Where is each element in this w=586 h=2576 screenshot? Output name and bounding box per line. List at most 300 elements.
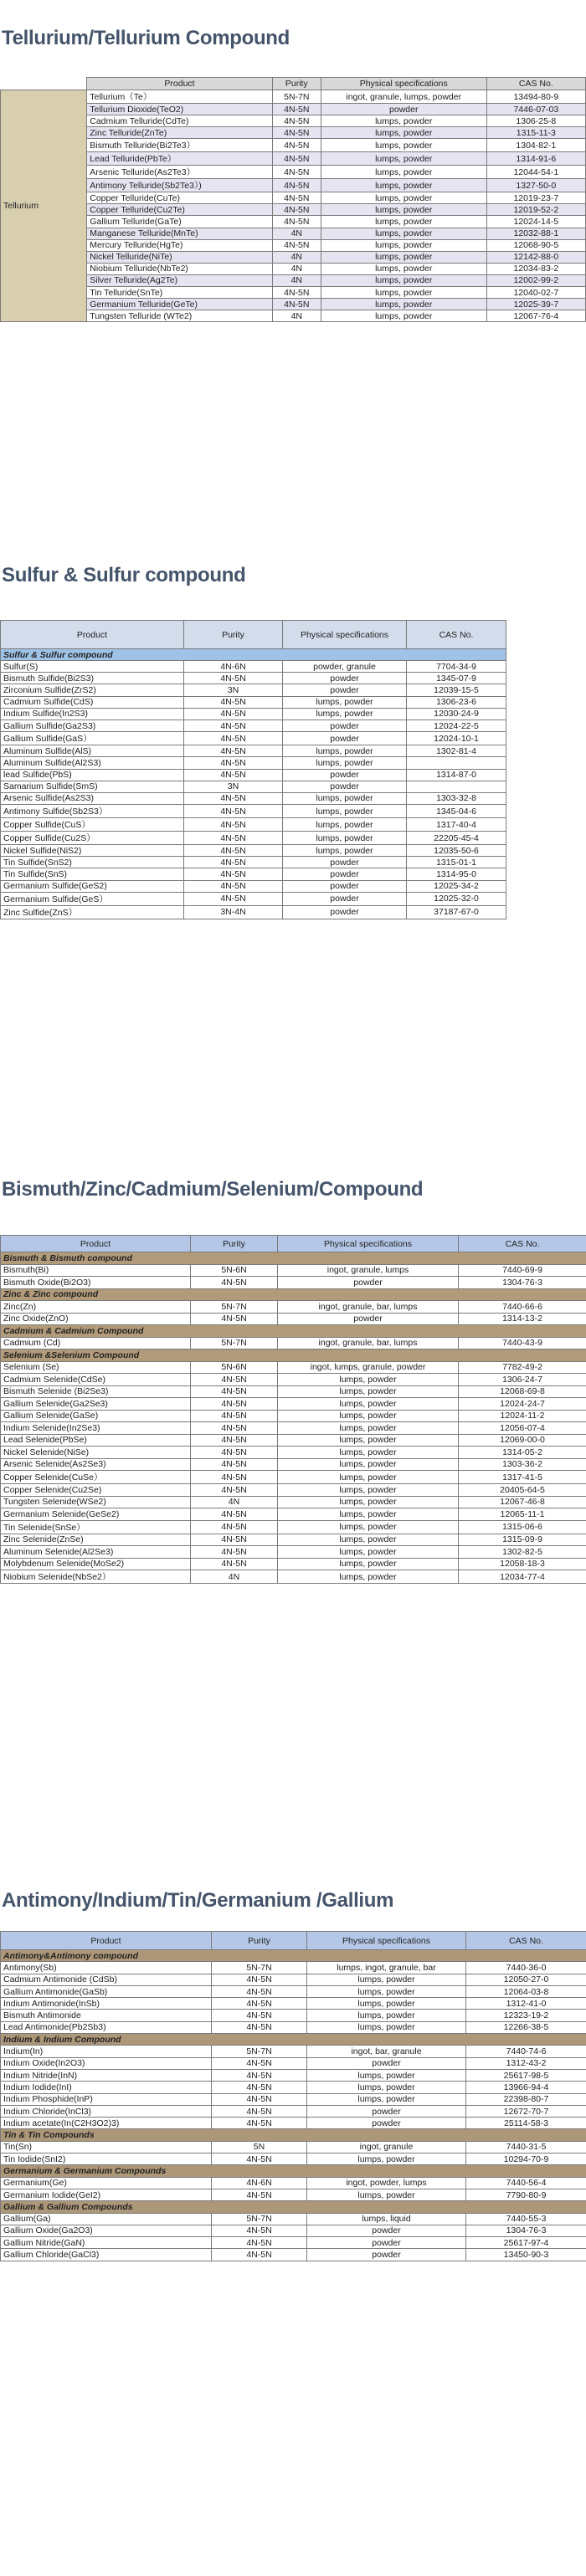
cas-cell: 12024-10-1 bbox=[407, 732, 506, 745]
product-cell: Bismuth Antimonide bbox=[1, 2010, 212, 2021]
purity-cell: 4N-5N bbox=[272, 299, 321, 310]
product-cell: Nickel Sulfide(NiS2) bbox=[1, 845, 184, 857]
product-cell: Arsenic Sulfide(As2S3) bbox=[1, 792, 184, 804]
cas-cell: 12069-00-0 bbox=[459, 1434, 586, 1447]
category-label: Selenium &Selenium Compound bbox=[1, 1349, 586, 1362]
table-row bbox=[1, 684, 506, 696]
cas-cell: 12266-38-5 bbox=[466, 2021, 586, 2033]
table-row bbox=[1, 1985, 586, 1997]
purity-cell: 4N-5N bbox=[212, 2021, 307, 2033]
purity-cell: 4N bbox=[191, 1570, 278, 1584]
header-purity: Purity bbox=[272, 78, 321, 90]
purity-cell: 5N-7N bbox=[212, 2213, 307, 2225]
purity-cell: 4N-5N bbox=[212, 1985, 307, 1997]
specs-cell: powder bbox=[307, 2057, 466, 2069]
purity-cell: 4N-5N bbox=[191, 1484, 278, 1497]
purity-cell: 4N-5N bbox=[184, 696, 283, 708]
cas-cell: 7440-31-5 bbox=[466, 2141, 586, 2153]
table-row bbox=[1, 2105, 586, 2117]
sulfur-table bbox=[0, 620, 506, 919]
purity-cell: 4N-5N bbox=[212, 2249, 307, 2261]
product-cell: Germanium Iodide(GeI2) bbox=[1, 2189, 212, 2200]
product-cell: Bismuth(Bi) bbox=[1, 1264, 191, 1277]
purity-cell: 5N-7N bbox=[191, 1337, 278, 1349]
specs-cell: lumps, powder bbox=[321, 127, 486, 139]
purity-cell: 4N-5N bbox=[212, 2237, 307, 2249]
product-cell: Gallium Selenide(Ga2Se3) bbox=[1, 1398, 191, 1411]
table-row bbox=[1, 216, 586, 228]
product-cell: Aluminum Selenide(Al2Se3) bbox=[1, 1546, 191, 1559]
cas-cell: 1315-09-9 bbox=[459, 1534, 586, 1546]
specs-cell: lumps, powder bbox=[278, 1484, 459, 1497]
purity-cell: 4N-5N bbox=[212, 2069, 307, 2081]
cas-cell: 1304-76-3 bbox=[466, 2225, 586, 2236]
category-label: Indium & Indium Compound bbox=[1, 2034, 586, 2046]
product-cell: Germanium Selenide(GeSe2) bbox=[1, 1508, 191, 1521]
purity-cell: 4N-5N bbox=[272, 179, 321, 192]
cas-cell: 1312-41-0 bbox=[466, 1998, 586, 2010]
product-cell: Tin Telluride(SnTe) bbox=[87, 287, 273, 299]
purity-cell: 4N-5N bbox=[212, 2010, 307, 2021]
cas-cell: 1306-23-6 bbox=[407, 696, 506, 708]
table-row bbox=[1, 1962, 586, 1974]
table-row bbox=[1, 2177, 586, 2189]
cas-cell: 12058-18-3 bbox=[459, 1558, 586, 1570]
table-row bbox=[1, 115, 586, 127]
specs-cell: lumps, powder bbox=[321, 310, 486, 322]
table-row bbox=[1, 2153, 586, 2165]
table-row bbox=[1, 1361, 586, 1374]
cas-cell: 25114-58-3 bbox=[466, 2118, 586, 2129]
product-cell: Germanium Sulfide(GeS2) bbox=[1, 880, 184, 892]
purity-cell: 4N-5N bbox=[212, 2225, 307, 2236]
specs-cell: lumps, powder bbox=[278, 1434, 459, 1447]
cas-cell: 1306-25-8 bbox=[486, 115, 585, 127]
cas-cell: 13494-80-9 bbox=[486, 90, 585, 104]
cas-cell: 12019-52-2 bbox=[486, 204, 585, 216]
specs-cell: lumps, powder bbox=[307, 2189, 466, 2200]
specs-cell: lumps, powder bbox=[283, 792, 407, 804]
table-row bbox=[1, 1277, 586, 1289]
specs-cell: lumps, powder bbox=[307, 2010, 466, 2021]
purity-cell: 4N-5N bbox=[184, 805, 283, 818]
specs-cell: powder bbox=[307, 2105, 466, 2117]
cas-cell: 1303-32-8 bbox=[407, 792, 506, 804]
table-row bbox=[1, 1385, 586, 1398]
section-title: Sulfur & Sulfur compound bbox=[2, 564, 246, 586]
cas-cell: 1345-04-6 bbox=[407, 805, 506, 818]
purity-cell: 4N-5N bbox=[184, 745, 283, 757]
specs-cell: powder bbox=[278, 1277, 459, 1289]
product-cell: Tellurium Dioxide(TeO2) bbox=[87, 104, 273, 115]
cas-cell: 12068-69-8 bbox=[459, 1385, 586, 1398]
purity-cell: 5N-7N bbox=[191, 1301, 278, 1314]
cas-cell: 7704-34-9 bbox=[407, 661, 506, 673]
cas-cell: 12040-02-7 bbox=[486, 287, 585, 299]
table-row bbox=[1, 2093, 586, 2105]
purity-cell: 4N-5N bbox=[184, 673, 283, 684]
purity-cell: 4N bbox=[272, 251, 321, 263]
cas-cell: 12002-99-2 bbox=[486, 274, 585, 286]
product-cell: Zinc Selenide(ZnSe) bbox=[1, 1534, 191, 1546]
purity-cell: 4N bbox=[272, 310, 321, 322]
table-row bbox=[1, 1422, 586, 1435]
section-title: Tellurium/Tellurium Compound bbox=[2, 27, 290, 49]
purity-cell: 4N-5N bbox=[272, 139, 321, 152]
table-row bbox=[1, 2225, 586, 2236]
specs-cell: powder bbox=[307, 2118, 466, 2129]
table-row bbox=[1, 720, 506, 731]
product-cell: Indium Selenide(In2Se3) bbox=[1, 1422, 191, 1435]
cas-cell: 1345-07-9 bbox=[407, 673, 506, 684]
product-cell: Gallium Chloride(GaCl3) bbox=[1, 2249, 212, 2261]
table-row bbox=[1, 166, 586, 179]
table-row bbox=[1, 1374, 586, 1386]
purity-cell: 4N-5N bbox=[184, 845, 283, 857]
specs-cell: lumps, powder bbox=[283, 805, 407, 818]
table-row bbox=[1, 2010, 586, 2021]
product-cell: Tin Sulfide(SnS2) bbox=[1, 857, 184, 868]
table-row bbox=[1, 1301, 586, 1314]
purity-cell: 4N-5N bbox=[191, 1374, 278, 1386]
purity-cell: 4N-5N bbox=[212, 2118, 307, 2129]
product-cell: Cadmium Selenide(CdSe) bbox=[1, 1374, 191, 1386]
table-row bbox=[1, 152, 586, 166]
purity-cell: 4N-5N bbox=[272, 287, 321, 299]
purity-cell: 4N-5N bbox=[191, 1458, 278, 1471]
cas-cell: 12323-19-2 bbox=[466, 2010, 586, 2021]
specs-cell: lumps, powder bbox=[278, 1471, 459, 1484]
purity-cell: 4N-5N bbox=[272, 104, 321, 115]
table-row bbox=[1, 818, 506, 832]
table-row bbox=[1, 1520, 586, 1534]
product-cell: Copper Sulfide(Cu2S） bbox=[1, 832, 184, 845]
specs-cell: lumps, ingot, granule, bar bbox=[307, 1962, 466, 1974]
product-cell: Tin Sulfide(SnS) bbox=[1, 868, 184, 880]
table-row bbox=[1, 287, 586, 299]
category-row bbox=[1, 1325, 586, 1338]
product-cell: Zinc Sulfide(ZnS） bbox=[1, 905, 184, 919]
cas-cell: 1302-81-4 bbox=[407, 745, 506, 757]
section-title: Bismuth/Zinc/Cadmium/Selenium/Compound bbox=[2, 1178, 424, 1201]
product-cell: Indium Nitride(InN) bbox=[1, 2069, 212, 2081]
table-row bbox=[1, 2082, 586, 2093]
product-cell: Selenium (Se) bbox=[1, 1361, 191, 1374]
cas-cell: 7440-69-9 bbox=[459, 1264, 586, 1277]
specs-cell: powder bbox=[321, 104, 486, 115]
cas-cell: 37187-67-0 bbox=[407, 905, 506, 919]
purity-cell: 4N-5N bbox=[191, 1534, 278, 1546]
purity-cell: 4N-5N bbox=[191, 1558, 278, 1570]
specs-cell: ingot, granule, lumps bbox=[278, 1264, 459, 1277]
purity-cell: 4N-6N bbox=[184, 661, 283, 673]
category-row bbox=[1, 1950, 586, 1962]
table-row bbox=[1, 104, 586, 115]
product-cell: Arsenic Telluride(As2Te3） bbox=[87, 166, 273, 179]
purity-cell: 5N-7N bbox=[272, 90, 321, 104]
specs-cell: powder bbox=[283, 684, 407, 696]
product-cell: Gallium Nitride(GaN) bbox=[1, 2237, 212, 2249]
purity-cell: 4N-5N bbox=[191, 1385, 278, 1398]
table-row bbox=[1, 90, 586, 104]
specs-cell: lumps, powder bbox=[278, 1570, 459, 1584]
specs-cell: lumps, powder bbox=[321, 179, 486, 192]
table-row bbox=[1, 757, 506, 769]
product-cell: Cadmium Sulfide(CdS) bbox=[1, 696, 184, 708]
header-purity: Purity bbox=[191, 1236, 278, 1252]
purity-cell: 4N-5N bbox=[212, 2082, 307, 2093]
product-cell: Lead Telluride(PbTe） bbox=[87, 152, 273, 166]
purity-cell: 4N-5N bbox=[272, 127, 321, 139]
header-purity: Purity bbox=[184, 621, 283, 649]
purity-cell: 4N-5N bbox=[191, 1277, 278, 1289]
table-row bbox=[1, 1447, 586, 1459]
table-row bbox=[1, 192, 586, 204]
product-cell: Zirconium Sulfide(ZrS2) bbox=[1, 684, 184, 696]
header-purity: Purity bbox=[212, 1932, 307, 1950]
specs-cell: lumps, powder bbox=[278, 1398, 459, 1411]
product-cell: Germanium Telluride(GeTe) bbox=[87, 299, 273, 310]
table-header-row bbox=[1, 621, 506, 649]
purity-cell: 4N-5N bbox=[184, 769, 283, 781]
specs-cell: powder bbox=[307, 2249, 466, 2261]
specs-cell: powder bbox=[283, 905, 407, 919]
table-row bbox=[1, 1337, 586, 1349]
specs-cell: ingot, granule, bar, lumps bbox=[278, 1301, 459, 1314]
specs-cell: powder bbox=[283, 868, 407, 880]
specs-cell: lumps, powder bbox=[321, 152, 486, 166]
table-row bbox=[1, 1558, 586, 1570]
specs-cell: lumps, powder bbox=[278, 1558, 459, 1570]
specs-cell: lumps, powder bbox=[307, 1998, 466, 2010]
table-row bbox=[1, 880, 506, 892]
specs-cell: lumps, powder bbox=[283, 845, 407, 857]
specs-cell: lumps, powder bbox=[307, 2082, 466, 2093]
category-label: Tin & Tin Compounds bbox=[1, 2129, 586, 2141]
cas-cell: 12024-11-2 bbox=[459, 1410, 586, 1422]
purity-cell: 4N-5N bbox=[184, 732, 283, 745]
product-cell: Gallium Telluride(GaTe) bbox=[87, 216, 273, 228]
cas-cell: 12056-07-4 bbox=[459, 1422, 586, 1435]
table-row bbox=[1, 708, 506, 720]
purity-cell: 4N-5N bbox=[184, 818, 283, 832]
purity-cell: 5N-7N bbox=[212, 1962, 307, 1974]
table-row bbox=[1, 2057, 586, 2069]
header-cas-no: CAS No. bbox=[407, 621, 506, 649]
cas-cell: 7790-80-9 bbox=[466, 2189, 586, 2200]
specs-cell: lumps, powder bbox=[307, 1985, 466, 1997]
table-row bbox=[1, 1410, 586, 1422]
specs-cell: ingot, lumps, granule, powder bbox=[278, 1361, 459, 1374]
product-cell: Indium Chloride(InCl3) bbox=[1, 2105, 212, 2117]
category-label: Zinc & Zinc compound bbox=[1, 1288, 586, 1301]
table-row bbox=[1, 781, 506, 792]
purity-cell: 3N-4N bbox=[184, 905, 283, 919]
cas-cell: 1315-11-3 bbox=[486, 127, 585, 139]
cas-cell: 1303-36-2 bbox=[459, 1458, 586, 1471]
purity-cell: 4N-5N bbox=[191, 1422, 278, 1435]
product-cell: Tungsten Telluride (WTe2) bbox=[87, 310, 273, 322]
product-cell: Mercury Telluride(HgTe) bbox=[87, 239, 273, 251]
table-row bbox=[1, 769, 506, 781]
cas-cell: 12034-77-4 bbox=[459, 1570, 586, 1584]
product-cell: Copper Telluride(Cu2Te) bbox=[87, 204, 273, 216]
category-label: Cadmium & Cadmium Compound bbox=[1, 1325, 586, 1338]
specs-cell: lumps, powder bbox=[278, 1546, 459, 1559]
cas-cell: 12044-54-1 bbox=[486, 166, 585, 179]
purity-cell: 4N-5N bbox=[191, 1398, 278, 1411]
product-cell: Bismuth Telluride(Bi2Te3） bbox=[87, 139, 273, 152]
purity-cell: 4N-5N bbox=[191, 1434, 278, 1447]
cas-cell: 7446-07-03 bbox=[486, 104, 585, 115]
product-cell: Lead Antimonide(Pb2Sb3) bbox=[1, 2021, 212, 2033]
cas-cell: 10294-70-9 bbox=[466, 2153, 586, 2165]
purity-cell: 4N-5N bbox=[272, 152, 321, 166]
purity-cell: 4N bbox=[272, 263, 321, 274]
cas-cell: 1312-43-2 bbox=[466, 2057, 586, 2069]
cas-cell: 1314-95-0 bbox=[407, 868, 506, 880]
table-row bbox=[1, 857, 506, 868]
product-cell: Aluminum Sulfide(Al2S3) bbox=[1, 757, 184, 769]
product-cell: Indium Phosphide(InP) bbox=[1, 2093, 212, 2105]
product-cell: Sulfur(S) bbox=[1, 661, 184, 673]
product-cell: Niobium Selenide(NbSe2） bbox=[1, 1570, 191, 1584]
product-cell: Tin(Sn) bbox=[1, 2141, 212, 2153]
specs-cell: powder bbox=[283, 857, 407, 868]
product-cell: Bismuth Selenide (Bi2Se3) bbox=[1, 1385, 191, 1398]
cas-cell: 1304-76-3 bbox=[459, 1277, 586, 1289]
product-cell: Gallium(Ga) bbox=[1, 2213, 212, 2225]
cas-cell: 12025-32-0 bbox=[407, 892, 506, 905]
table-row bbox=[1, 310, 586, 322]
header-cas-no: CAS No. bbox=[486, 78, 585, 90]
specs-cell: lumps, powder bbox=[321, 263, 486, 274]
product-cell: Indium acetate(In(C2H3O2)3) bbox=[1, 2118, 212, 2129]
purity-cell: 4N-5N bbox=[184, 757, 283, 769]
specs-cell: lumps, powder bbox=[321, 228, 486, 239]
product-cell: Silver Telluride(Ag2Te) bbox=[87, 274, 273, 286]
table-row bbox=[1, 1264, 586, 1277]
specs-cell: lumps, powder bbox=[321, 115, 486, 127]
product-cell: Tin Selenide(SnSe） bbox=[1, 1520, 191, 1534]
purity-cell: 4N-5N bbox=[191, 1447, 278, 1459]
category-label: Antimony&Antimony compound bbox=[1, 1950, 586, 1962]
product-cell: Indium(In) bbox=[1, 2046, 212, 2057]
table-row bbox=[1, 2249, 586, 2261]
product-cell: Gallium Sulfide(GaS） bbox=[1, 732, 184, 745]
product-cell: Germanium Sulfide(GeS） bbox=[1, 892, 184, 905]
specs-cell: lumps, powder bbox=[283, 708, 407, 720]
specs-cell: lumps, powder bbox=[321, 287, 486, 299]
table-row bbox=[1, 239, 586, 251]
table-row bbox=[1, 2118, 586, 2129]
table-header-row bbox=[1, 78, 586, 90]
product-cell: Gallium Antimonide(GaSb) bbox=[1, 1985, 212, 1997]
table-row bbox=[1, 745, 506, 757]
product-cell: Arsenic Selenide(As2Se3) bbox=[1, 1458, 191, 1471]
header-product: Product bbox=[87, 78, 273, 90]
cas-cell: 12034-83-2 bbox=[486, 263, 585, 274]
specs-cell: lumps, powder bbox=[278, 1374, 459, 1386]
cas-cell: 7440-43-9 bbox=[459, 1337, 586, 1349]
purity-cell: 3N bbox=[184, 781, 283, 792]
specs-cell: lumps, powder bbox=[307, 2093, 466, 2105]
cas-cell bbox=[407, 757, 506, 769]
specs-cell: lumps, powder bbox=[307, 1974, 466, 1985]
specs-cell: lumps, powder bbox=[283, 757, 407, 769]
specs-cell: powder bbox=[283, 732, 407, 745]
product-cell: Nickel Telluride(NiTe) bbox=[87, 251, 273, 263]
purity-cell: 4N-5N bbox=[191, 1520, 278, 1534]
purity-cell: 4N-5N bbox=[212, 2105, 307, 2117]
cas-cell: 22205-45-4 bbox=[407, 832, 506, 845]
table-header-row bbox=[1, 1932, 586, 1950]
category-row bbox=[1, 1252, 586, 1265]
table-row bbox=[1, 139, 586, 152]
table-row bbox=[1, 2189, 586, 2200]
specs-cell: powder bbox=[278, 1313, 459, 1325]
product-cell: Indium Oxide(In2O3) bbox=[1, 2057, 212, 2069]
specs-cell: powder bbox=[283, 769, 407, 781]
product-cell: Samarium Sulfide(SmS) bbox=[1, 781, 184, 792]
purity-cell: 3N bbox=[184, 684, 283, 696]
purity-cell: 4N-5N bbox=[191, 1471, 278, 1484]
table-row bbox=[1, 1496, 586, 1508]
specs-cell: lumps, powder bbox=[278, 1447, 459, 1459]
purity-cell: 4N-5N bbox=[212, 2057, 307, 2069]
cas-cell: 7440-66-6 bbox=[459, 1301, 586, 1314]
purity-cell: 4N-5N bbox=[272, 204, 321, 216]
table-row bbox=[1, 661, 506, 673]
purity-cell: 4N-5N bbox=[191, 1313, 278, 1325]
category-row bbox=[1, 1349, 586, 1362]
bis-table bbox=[0, 1235, 586, 1584]
specs-cell: lumps, powder bbox=[307, 2021, 466, 2033]
purity-cell: 4N bbox=[191, 1496, 278, 1508]
table-row bbox=[1, 204, 586, 216]
cas-cell: 12032-88-1 bbox=[486, 228, 585, 239]
cas-cell: 7440-55-3 bbox=[466, 2213, 586, 2225]
table-row bbox=[1, 696, 506, 708]
table-row bbox=[1, 228, 586, 239]
product-cell: Bismuth Sulfide(Bi2S3) bbox=[1, 673, 184, 684]
table-row bbox=[1, 832, 506, 845]
cas-cell: 12024-22-5 bbox=[407, 720, 506, 731]
specs-cell: lumps, powder bbox=[283, 818, 407, 832]
cas-cell: 1314-87-0 bbox=[407, 769, 506, 781]
specs-cell: lumps, powder bbox=[321, 239, 486, 251]
category-row bbox=[1, 2165, 586, 2177]
purity-cell: 4N-5N bbox=[212, 1998, 307, 2010]
specs-cell: lumps, powder bbox=[283, 696, 407, 708]
table-row bbox=[1, 2046, 586, 2057]
cas-cell: 25617-98-5 bbox=[466, 2069, 586, 2081]
purity-cell: 4N-5N bbox=[272, 166, 321, 179]
product-cell: Niobium Telluride(NbTe2) bbox=[87, 263, 273, 274]
cas-cell: 1315-06-6 bbox=[459, 1520, 586, 1534]
cas-cell bbox=[407, 781, 506, 792]
cas-cell: 12030-24-9 bbox=[407, 708, 506, 720]
product-cell: Indium Antimonide(InSb) bbox=[1, 1998, 212, 2010]
product-cell: Copper Telluride(CuTe) bbox=[87, 192, 273, 204]
table-row bbox=[1, 2237, 586, 2249]
product-cell: Tellurium（Te） bbox=[87, 90, 273, 104]
category-label: Sulfur & Sulfur compound bbox=[1, 649, 506, 661]
specs-cell: powder bbox=[283, 720, 407, 731]
specs-cell: powder, granule bbox=[283, 661, 407, 673]
section-sulfur bbox=[0, 562, 586, 918]
specs-cell: lumps, powder bbox=[321, 274, 486, 286]
